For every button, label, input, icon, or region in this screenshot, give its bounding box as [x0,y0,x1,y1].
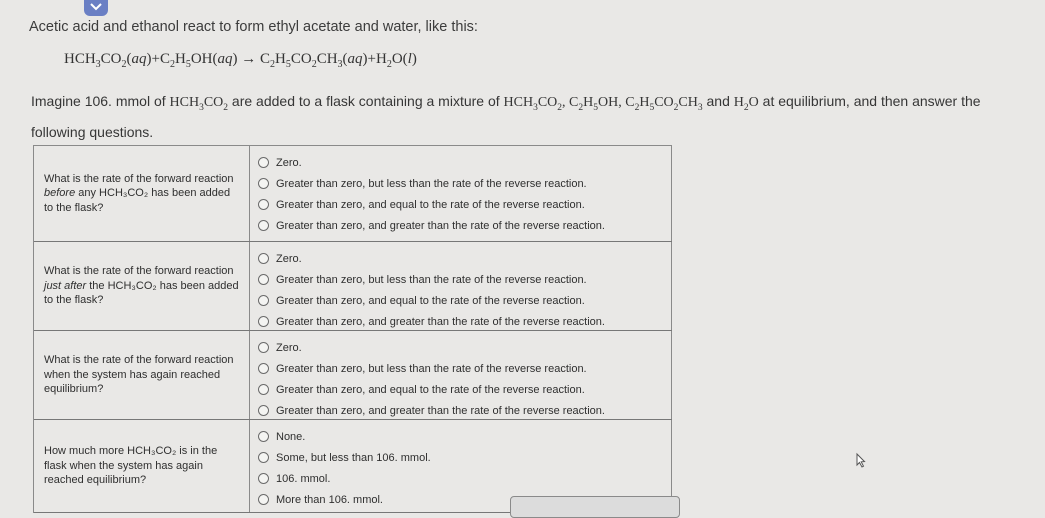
option-greater-than-reverse[interactable]: Greater than zero, and greater than the rate of the reverse reaction. [258,311,671,332]
question-prompt: Imagine 106. mmol of $HCH_3CO_2$ are added to a flask containing a mixture of $HCH_3CO_2$, $C_2H_5OH$, $C_2H_5CO_2CH_3$ and $H_2O$ at equilibrium, and then answer the following questions. [31,93,981,140]
question-table [33,145,672,513]
question-row [34,146,672,242]
radio-button[interactable] [258,199,269,210]
question-row [34,242,672,331]
question-text: What is the rate of the forward reaction just after the HCH₃CO₂ has been added to the flask? [34,242,250,330]
radio-button[interactable] [258,473,269,484]
radio-button[interactable] [258,494,269,505]
radio-button[interactable] [258,295,269,306]
radio-button[interactable] [258,405,269,416]
option-some[interactable]: Some, but less than 106. mmol. [258,447,671,468]
radio-button[interactable] [258,452,269,463]
option-zero[interactable]: Zero. [258,248,671,269]
intro-text: Acetic acid and ethanol react to form ethyl acetate and water, like this: [29,19,478,35]
option-greater-than-reverse[interactable]: Greater than zero, and greater than the rate of the reverse reaction. [258,400,671,421]
option-zero[interactable]: Zero. [258,152,671,173]
option-equal-to-reverse[interactable]: Greater than zero, and equal to the rate of the reverse reaction. [258,194,671,215]
radio-button[interactable] [258,220,269,231]
radio-button[interactable] [258,316,269,327]
option-none[interactable]: None. [258,426,671,447]
mouse-cursor-icon [854,452,868,470]
radio-button[interactable] [258,384,269,395]
option-less-than-reverse[interactable]: Greater than zero, but less than the rate of the reverse reaction. [258,358,671,379]
collapse-tab[interactable] [84,0,108,16]
question-text: What is the rate of the forward reaction before any HCH₃CO₂ has been added to the flask? [34,146,250,241]
chevron-down-icon [90,2,102,12]
option-equal-to-reverse[interactable]: Greater than zero, and equal to the rate of the reverse reaction. [258,379,671,400]
radio-button[interactable] [258,178,269,189]
reaction-equation: $HCH_3CO_2(aq)+C_2H_5OH(aq) \to C_2H_5CO_2CH_3(aq)+H_2O(l)$ [64,51,417,70]
option-zero[interactable]: Zero. [258,337,671,358]
option-more-than-106[interactable]: More than 106. mmol. [258,489,671,510]
option-less-than-reverse[interactable]: Greater than zero, but less than the rate of the reverse reaction. [258,269,671,290]
radio-button[interactable] [258,253,269,264]
radio-button[interactable] [258,274,269,285]
radio-button[interactable] [258,363,269,374]
option-greater-than-reverse[interactable]: Greater than zero, and greater than the rate of the reverse reaction. [258,215,671,236]
radio-button[interactable] [258,342,269,353]
question-row [34,331,672,420]
option-less-than-reverse[interactable]: Greater than zero, but less than the rate of the reverse reaction. [258,173,671,194]
option-equal-to-reverse[interactable]: Greater than zero, and equal to the rate of the reverse reaction. [258,290,671,311]
answer-options [250,146,672,241]
question-text: How much more HCH₃CO₂ is in the flask when the system has again reached equilibrium? [34,420,250,512]
radio-button[interactable] [258,431,269,442]
bottom-button[interactable] [510,496,680,518]
option-106-mmol[interactable]: 106. mmol. [258,468,671,489]
answer-options [250,242,672,330]
answer-options [250,331,672,419]
question-text: What is the rate of the forward reaction when the system has again reached equilibrium? [34,331,250,419]
radio-button[interactable] [258,157,269,168]
